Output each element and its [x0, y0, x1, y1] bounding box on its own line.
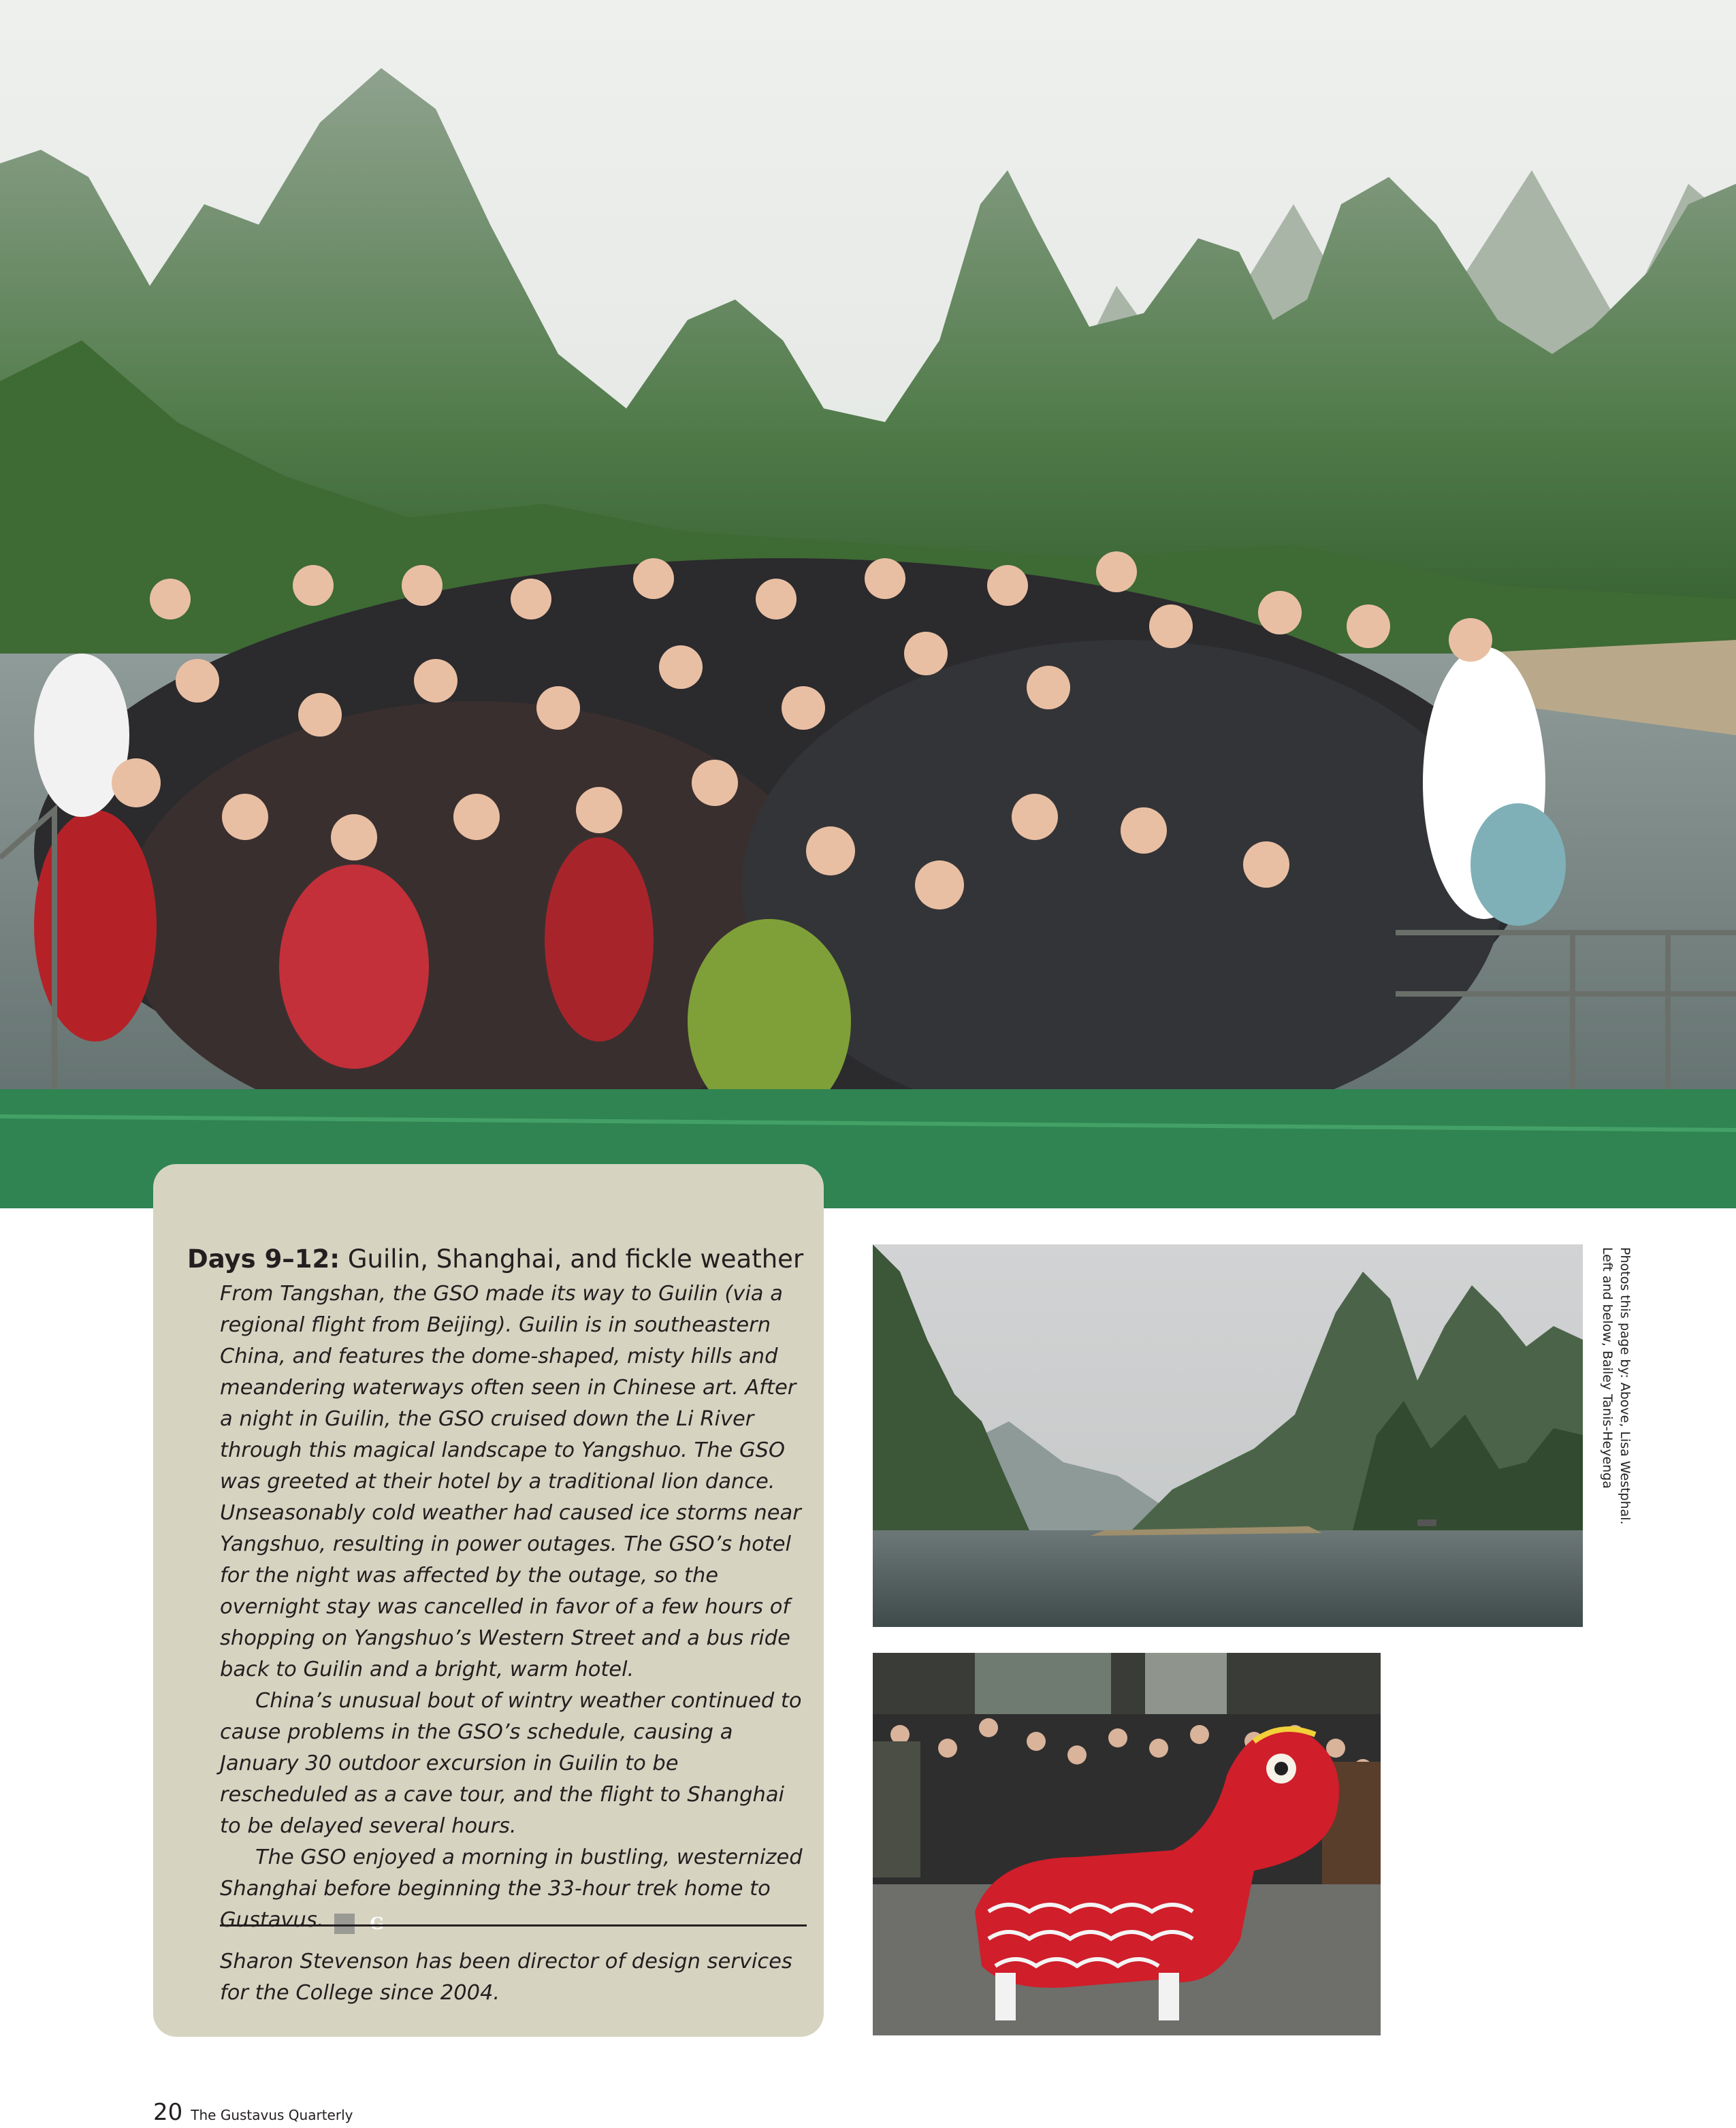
publication-name: The Gustavus Quarterly	[191, 2107, 353, 2123]
sidebar-paragraph: China’s unusual bout of wintry weather continued to cause problems in the GSO’s schedule, causing a January 30 outdoor excursion in Guilin to be rescheduled as a cave tour, and the flight to Shanghai to be delayed several hours.	[220, 1689, 802, 1838]
photo-credit	[1596, 1247, 1634, 1567]
author-bio: Sharon Stevenson has been director of design services for the College since 2004.	[220, 1950, 792, 2005]
river-photo	[873, 1244, 1583, 1627]
sidebar-paragraph-last	[220, 1842, 807, 1936]
page-footer	[153, 2099, 353, 2126]
sidebar-title-days: Days 9–12:	[187, 1244, 340, 1274]
sidebar-panel	[153, 1164, 824, 2037]
sidebar-paragraph: From Tangshan, the GSO made its way to Guilin (via a regional flight from Beijing). Guilin is in southeastern China, and features the dome-shaped, misty hills and meandering waterways often seen in Chinese art. After a night in Guilin, the GSO cruised down the Li River through this magical landscape to Yangshuo. The GSO was greeted at their hotel by a traditional lion dance. Unseasonably cold weather had caused ice storms near Yangshuo, resulting in power outages. The GSO’s hotel for the night was affected by the outage, so the overnight stay was cancelled in favor of a few hours of shopping on Yangshuo’s Western Street and a bus ride back to Guilin and a bright, warm hotel.	[220, 1282, 801, 1681]
sidebar-title	[187, 1244, 814, 1274]
photo-credit-line: Left and below, Bailey Tanis-Heyenga	[1600, 1247, 1615, 1489]
divider-rule	[220, 1924, 807, 1927]
sidebar-paragraph-text: The GSO enjoyed a morning in bustling, westernized Shanghai before beginning the 33-hour trek home to Gustavus.	[220, 1845, 803, 1932]
page-number: 20	[153, 2099, 183, 2126]
photo-credit-line: Photos this page by: Above, Lisa Westphal.	[1618, 1247, 1633, 1525]
end-mark-icon: G	[334, 1914, 355, 1934]
lion-dance-photo	[873, 1653, 1381, 2035]
sidebar-title-text: Guilin, Shanghai, and fickle weather	[340, 1244, 804, 1274]
sidebar-body	[220, 1278, 807, 1936]
